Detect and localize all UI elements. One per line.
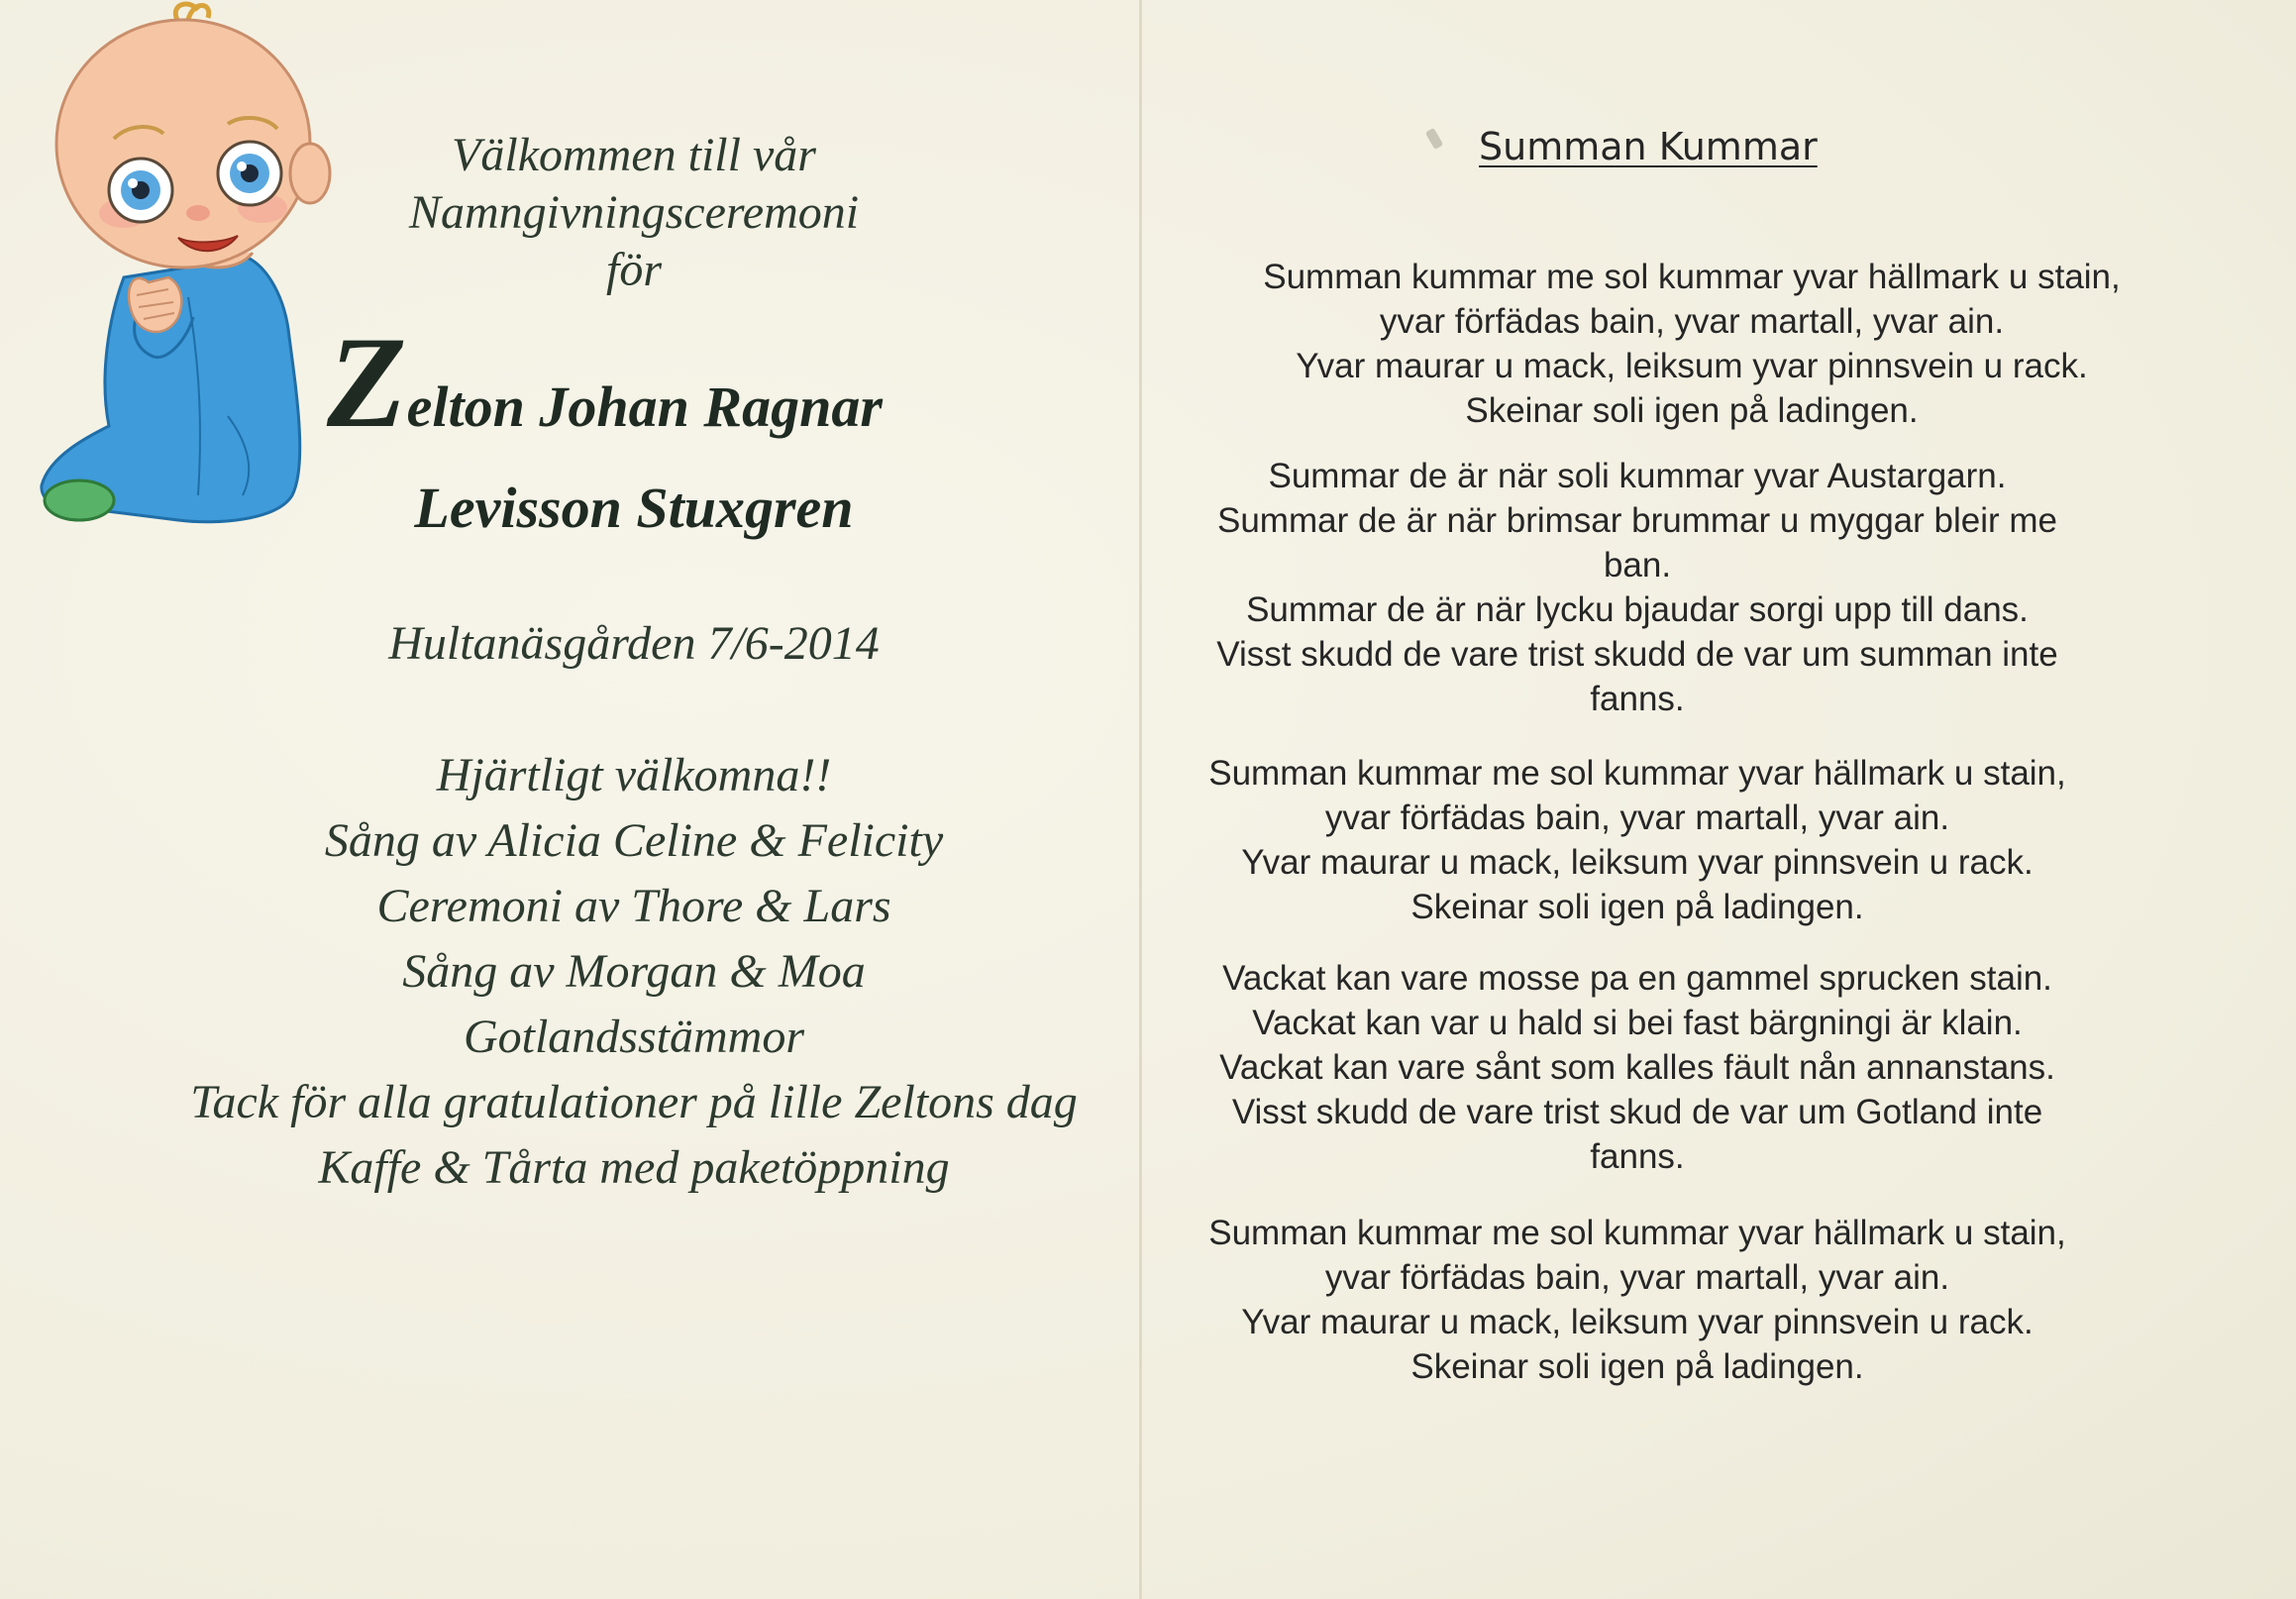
child-first-names bbox=[327, 309, 961, 455]
verse-line: Yvar maurar u mack, leiksum yvar pinnsvein u rack. bbox=[1241, 843, 2034, 882]
verse-line: Yvar maurar u mack, leiksum yvar pinnsvein u rack. bbox=[1241, 1303, 2034, 1341]
baby-icon bbox=[30, 0, 347, 555]
verse-line: yvar förfädas bain, yvar martall, yvar ain. bbox=[1324, 799, 1950, 837]
program-line: Tack för alla gratulationer på lille Zeltons dag bbox=[190, 1076, 1078, 1128]
verse-line: Summan kummar me sol kummar yvar hällmark u stain, bbox=[1263, 258, 2121, 296]
song-title: Summan Kummar bbox=[1479, 125, 1818, 168]
verse-line: Summar de är när soli kummar yvar Austargarn. bbox=[1268, 457, 2007, 495]
verse-line: yvar förfädas bain, yvar martall, yvar ain. bbox=[1324, 1258, 1950, 1297]
program-line: Sång av Alicia Celine & Felicity bbox=[324, 814, 944, 867]
verse-line: Skeinar soli igen på ladingen. bbox=[1410, 1347, 1864, 1386]
welcome-line-2: Namngivningsceremoni bbox=[408, 186, 860, 239]
name-rest: elton Johan Ragnar bbox=[406, 374, 883, 439]
place-date: Hultanäsgården 7/6-2014 bbox=[388, 617, 880, 670]
program-line: Kaffe & Tårta med paketöppning bbox=[318, 1141, 950, 1194]
verse-line: Summar de är när lycku bjaudar sorgi upp till dans. bbox=[1246, 590, 2029, 629]
verse-line: fanns. bbox=[1590, 680, 1685, 718]
verse-line: yvar förfädas bain, yvar martall, yvar ain. bbox=[1379, 302, 2005, 341]
verse-3 bbox=[1142, 751, 2133, 929]
verse-line: Summan kummar me sol kummar yvar hällmark u stain, bbox=[1208, 1214, 2066, 1252]
child-surname: Levisson Stuxgren bbox=[414, 476, 854, 540]
verse-line: Vackat kan vare mosse pa en gammel sprucken stain. bbox=[1222, 959, 2052, 998]
verse-line: Vackat kan vare sånt som kalles fäult nån annanstans. bbox=[1219, 1048, 2055, 1087]
verse-line: Skeinar soli igen på ladingen. bbox=[1410, 888, 1864, 926]
verse-4 bbox=[1142, 956, 2133, 1179]
program-line: Hjärtligt välkomna!! bbox=[436, 749, 832, 801]
verse-line: fanns. bbox=[1590, 1137, 1685, 1176]
left-panel bbox=[0, 0, 1139, 1599]
verse-line: Vackat kan var u hald si bei fast bärgningi är klain. bbox=[1252, 1004, 2023, 1042]
verse-line: Summar de är när brimsar brummar u myggar bleir me bbox=[1216, 501, 2057, 540]
verse-5 bbox=[1142, 1211, 2133, 1389]
verse-line: ban. bbox=[1603, 546, 1672, 585]
paper-mark bbox=[1425, 128, 1444, 150]
verse-2 bbox=[1142, 454, 2133, 721]
name-initial: Z bbox=[327, 309, 407, 455]
verse-line: Visst skudd de vare trist skud de var um Gotland inte bbox=[1231, 1093, 2043, 1131]
verse-line: Visst skudd de vare trist skudd de var um summan inte bbox=[1216, 635, 2058, 674]
verse-line: Skeinar soli igen på ladingen. bbox=[1465, 391, 1919, 430]
program-list bbox=[119, 743, 1149, 1201]
welcome-line-1: Välkommen till vår bbox=[452, 129, 816, 181]
right-panel bbox=[1142, 0, 2296, 1599]
program-line: Sång av Morgan & Moa bbox=[402, 945, 866, 998]
verse-1 bbox=[1197, 255, 2187, 433]
welcome-line-3: för bbox=[605, 244, 662, 296]
program-line: Ceremoni av Thore & Lars bbox=[376, 880, 891, 932]
program-line: Gotlandsstämmor bbox=[463, 1011, 805, 1063]
verse-line: Yvar maurar u mack, leiksum yvar pinnsvein u rack. bbox=[1296, 347, 2088, 385]
verse-line: Summan kummar me sol kummar yvar hällmark u stain, bbox=[1208, 754, 2066, 793]
